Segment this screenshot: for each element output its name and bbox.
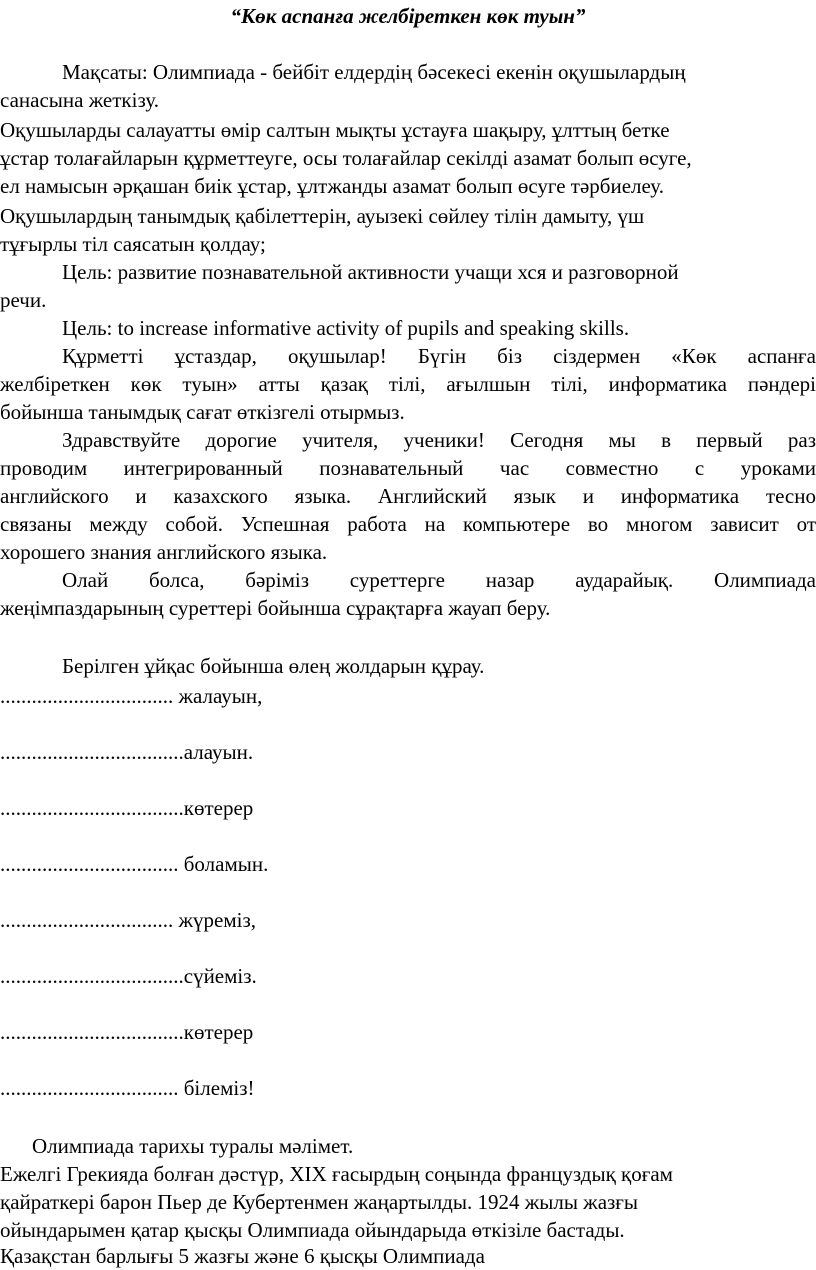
para1-line-2: ұстар толағайларын құрметтеугe, осы толағайлар секілді азамат болып өсуге, (0, 146, 692, 170)
history-line-3: ойындарымен қатар қысқы Олимпиада ойындарыда өткізіле бастады. (0, 1218, 625, 1242)
poem-line-6: ...................................сүйеміз. (0, 964, 257, 988)
poem-line-2: ...................................алауын. (0, 740, 254, 764)
greeting-ru-line-4: связаны между собой. Успешная работа на компьютере во многом зависит от (0, 512, 816, 536)
greeting-ru-line-2: проводим интегрированный познавательный час совместно с уроками (0, 456, 816, 480)
para1-line-3: ел намысын әрқашан биік ұстар, ұлтжанды азамат болып өсуге тәрбиелеу. (0, 174, 664, 198)
document-title: “Көк аспанға желбіреткен көк туын” (230, 4, 586, 28)
poem-line-3: ...................................көтерер (0, 796, 254, 820)
para2-line-1: Оқушылардың танымдық қабілеттерін, ауызекі сөйлеу тілін дамыту, үш (0, 204, 645, 228)
aim-label: Мақсаты: (62, 60, 148, 84)
goal-en-line: Цель: to increase informative activity of pupils and speaking skills. (62, 316, 630, 340)
pictures-line-1: Олай болса, бәріміз суреттерге назар аударайық. Олимпиада (62, 568, 816, 592)
history-title: Олимпиада тарихы туралы мәлімет. (32, 1134, 354, 1158)
poem-line-4: .................................. боламын. (0, 852, 269, 876)
aim-text: Олимпиада - бейбіт елдердің бәсекесі екенін оқушылардың (147, 60, 686, 84)
goal-ru-line-1: Цель: развитие познавательной активности учащи хся и разговорной (62, 260, 679, 284)
aim-text-cont: санасына жеткізу. (0, 88, 159, 112)
para1-line-1: Оқушыларды салауатты өмір салтын мықты ұстауға шақыру, ұлттың бетке (0, 118, 670, 142)
greeting-ru-line-3: английского и казахского языка. Английский язык и информатика тесно (0, 484, 816, 508)
greeting-kz-line-1: Құрметті ұстаздар, оқушылар! Бүгін біз сіздермен «Көк аспанға (62, 344, 816, 368)
history-line-4: Қазақстан барлығы 5 жазғы және 6 қысқы Олимпиада (0, 1244, 485, 1268)
greeting-kz-line-2: желбіреткен көк туын» атты қазақ тілі, ағылшын тілі, информатика пәндері (0, 372, 816, 396)
greeting-kz-line-3: бойынша танымдық сағат өткізгелі отырмыз. (0, 400, 405, 424)
aim-line (62, 58, 686, 86)
poem-line-1: ................................. жалауын, (0, 684, 263, 708)
history-line-2: қайраткері барон Пьер де Кубертенмен жаңартылды. 1924 жылы жазғы (0, 1190, 639, 1214)
poem-line-7: ...................................көтерер (0, 1020, 254, 1044)
goal-ru-line-2: речи. (0, 288, 47, 312)
poem-line-8: .................................. білеміз! (0, 1076, 255, 1100)
pictures-line-2: жеңімпаздарының суреттері бойынша сұрақтарға жауап беру. (0, 596, 551, 620)
greeting-ru-line-1: Здравствуйте дорогие учителя, ученики! Сегодня мы в первый раз (62, 428, 816, 452)
history-line-1: Ежелгі Грекияда болған дәстүр, XIX ғасырдың соңында француздық қоғам (0, 1162, 673, 1186)
greeting-ru-line-5: хорошего знания английского языка. (0, 540, 328, 564)
para2-line-2: тұғырлы тіл саясатын қолдау; (0, 232, 266, 256)
poem-line-5: ................................. жүреміз, (0, 908, 256, 932)
poem-task: Берілген ұйқас бойынша өлең жолдарын құрау. (62, 654, 485, 678)
